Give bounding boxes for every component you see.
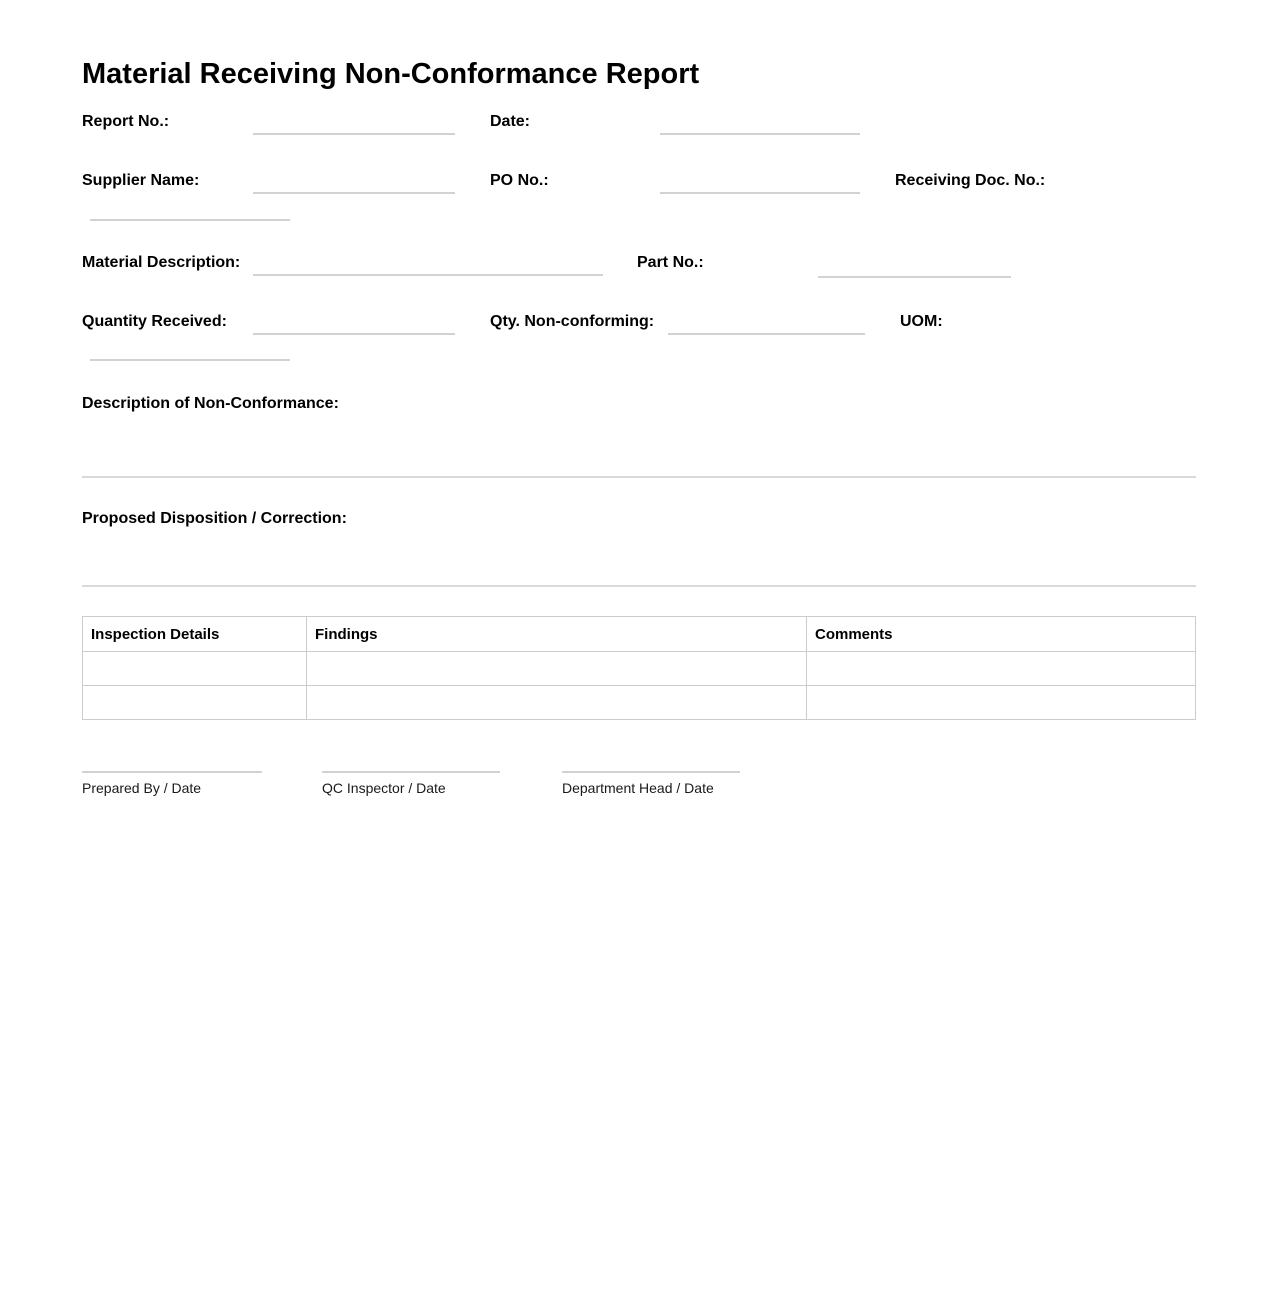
po-no-blank	[660, 192, 860, 194]
report-no-blank	[253, 133, 455, 135]
po-no-label: PO No.:	[490, 172, 549, 189]
prepared-by-signature-line	[82, 771, 262, 773]
column-header-inspection-details: Inspection Details	[83, 617, 307, 652]
supplier-name-label: Supplier Name:	[82, 172, 200, 189]
table-header-row	[83, 617, 1196, 652]
supplier-name-blank	[253, 192, 455, 194]
table-cell	[83, 686, 307, 720]
table-row	[83, 686, 1196, 720]
part-no-blank	[818, 276, 1011, 278]
qc-inspector-label: QC Inspector / Date	[322, 780, 446, 796]
part-no-label: Part No.:	[637, 254, 704, 271]
column-header-findings: Findings	[307, 617, 807, 652]
table-cell	[307, 652, 807, 686]
column-header-comments: Comments	[807, 617, 1196, 652]
quantity-received-label: Quantity Received:	[82, 313, 227, 330]
quantity-received-blank	[253, 333, 455, 335]
uom-blank	[90, 359, 290, 361]
table-cell	[83, 652, 307, 686]
report-no-label: Report No.:	[82, 113, 170, 130]
date-label: Date:	[490, 113, 531, 130]
table-cell	[807, 652, 1196, 686]
proposed-disposition-label: Proposed Disposition / Correction:	[82, 510, 347, 527]
proposed-disposition-blank	[82, 585, 1196, 587]
uom-label: UOM:	[900, 313, 943, 330]
description-of-non-conformance-blank	[82, 476, 1196, 478]
department-head-signature-line	[562, 771, 740, 773]
receiving-doc-no-label: Receiving Doc. No.:	[895, 172, 1046, 189]
description-of-non-conformance-label: Description of Non-Conformance:	[82, 395, 339, 412]
material-description-label: Material Description:	[82, 254, 241, 271]
department-head-label: Department Head / Date	[562, 780, 714, 796]
table-cell	[307, 686, 807, 720]
page-title: Material Receiving Non-Conformance Report	[82, 58, 700, 90]
table-cell	[807, 686, 1196, 720]
prepared-by-label: Prepared By / Date	[82, 780, 202, 796]
table-row	[83, 652, 1196, 686]
qc-inspector-signature-line	[322, 771, 500, 773]
inspection-table	[82, 616, 1196, 720]
material-description-blank	[253, 274, 603, 276]
qty-non-conforming-label: Qty. Non-conforming:	[490, 313, 655, 330]
receiving-doc-no-blank	[90, 219, 290, 221]
qty-non-conforming-blank	[668, 333, 865, 335]
date-blank	[660, 133, 860, 135]
